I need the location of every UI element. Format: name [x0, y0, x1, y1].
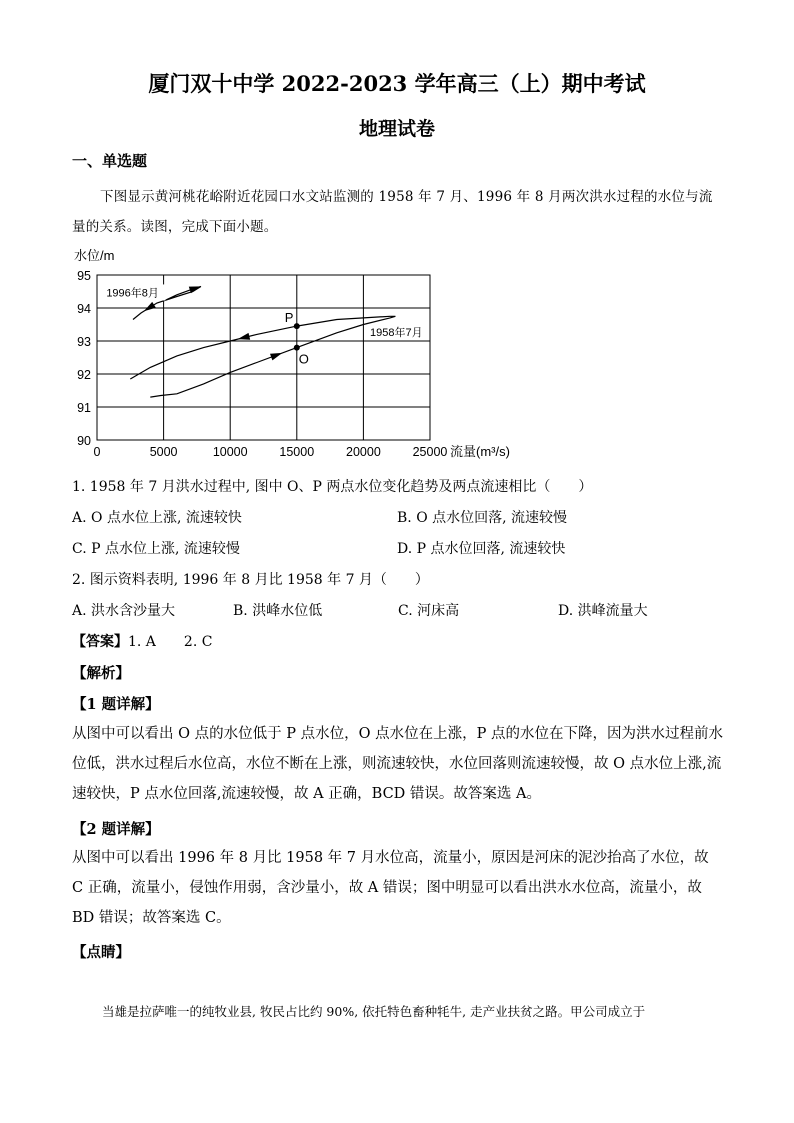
question-1-option-b: B. O 点水位回落, 流速较慢 — [397, 510, 568, 526]
x-tick-label: 10000 — [212, 445, 248, 459]
y-axis-label: 水位/m — [74, 248, 115, 263]
y-tick-label: 94 — [77, 302, 91, 316]
series-label-2: 1996年8月 — [106, 287, 159, 300]
x-axis-label: 流量(m³/s) — [450, 444, 510, 459]
exam-title: 厦门双十中学 2022-2023 学年高三（上）期中考试 — [148, 71, 646, 96]
section-heading: 一、单选题 — [72, 152, 148, 170]
answer-value: 1. A 2. C — [128, 634, 213, 650]
x-tick-label: 15000 — [279, 445, 315, 459]
question-2-stem: 2. 图示资料表明, 1996 年 8 月比 1958 年 7 月（ ） — [72, 572, 429, 588]
series-line-1 — [130, 316, 395, 397]
answer-label: 【答案】 — [72, 634, 128, 650]
question-2-option-c: C. 河床高 — [398, 603, 460, 619]
question-2-option-d: D. 洪峰流量大 — [558, 603, 648, 619]
flow-direction-arrow — [144, 302, 156, 311]
flow-direction-arrow — [270, 353, 282, 361]
question-1-option-a: A. O 点水位上涨, 流速较快 — [72, 510, 242, 526]
comment-label: 【点睛】 — [72, 944, 130, 961]
question-1-option-c: C. P 点水位上涨, 流速较慢 — [72, 541, 240, 557]
point-o — [294, 345, 300, 351]
question-1-stem: 1. 1958 年 7 月洪水过程中, 图中 O、P 两点水位变化趋势及两点流速相比（ ） — [72, 479, 593, 495]
water-level-flow-chart — [60, 240, 520, 460]
detail-1-text: 从图中可以看出 O 点的水位低于 P 点水位，O 点水位在上涨，P 点的水位在下降，因为洪水过程前水位低，洪水过程后水位高，水位不断在上涨，则流速较快，水位回落则流速较慢，故 O 点水位上涨,流速较快，P 点水位回落,流速较慢，故 A 正确，BCD 错误。故答案选 A。 — [72, 726, 723, 802]
x-tick-label: 20000 — [346, 445, 381, 459]
y-tick-label: 95 — [77, 269, 91, 283]
point-label-p: P — [284, 310, 294, 326]
flow-direction-arrow — [189, 286, 202, 293]
footer-text: 当雄是拉萨唯一的纯牧业县, 牧民占比约 90%, 依托特色畜种牦牛, 走产业扶贫之路。甲公司成立于 — [102, 1004, 646, 1019]
question-2-option-a: A. 洪水含沙量大 — [72, 603, 176, 619]
y-tick-label: 91 — [77, 401, 91, 415]
detail-2-heading: 【2 题详解】 — [72, 821, 160, 838]
x-tick-label: 25000 — [412, 445, 448, 459]
flow-direction-arrow — [238, 333, 251, 340]
y-tick-label: 93 — [77, 335, 91, 349]
detail-2-text: 从图中可以看出 1996 年 8 月比 1958 年 7 月水位高，流量小，原因是河床的泥沙抬高了水位，故 C 正确，流量小，侵蚀作用弱，含沙量小，故 A 错误；图中明显可以看出洪水水位高，流量小，故 BD 错误；故答案选 C。 — [72, 850, 709, 926]
intro-text: 下图显示黄河桃花峪附近花园口水文站监测的 1958 年 7 月、1996 年 8 月两次洪水过程的水位与流量的关系。读图，完成下面小题。 — [72, 189, 713, 235]
x-tick-label: 0 — [93, 445, 101, 459]
point-label-o: O — [298, 351, 309, 367]
analysis-label: 【解析】 — [72, 665, 130, 682]
answer-line — [72, 631, 212, 651]
detail-1-heading: 【1 题详解】 — [72, 696, 160, 713]
series-label-1: 1958年7月 — [370, 327, 423, 340]
x-tick-label: 5000 — [149, 445, 178, 459]
y-tick-label: 92 — [77, 368, 91, 382]
question-1-option-d: D. P 点水位回落, 流速较快 — [397, 541, 566, 557]
question-2-option-b: B. 洪峰水位低 — [233, 603, 323, 619]
exam-subtitle: 地理试卷 — [358, 118, 435, 140]
y-tick-label: 90 — [77, 434, 91, 448]
point-p — [294, 323, 300, 329]
